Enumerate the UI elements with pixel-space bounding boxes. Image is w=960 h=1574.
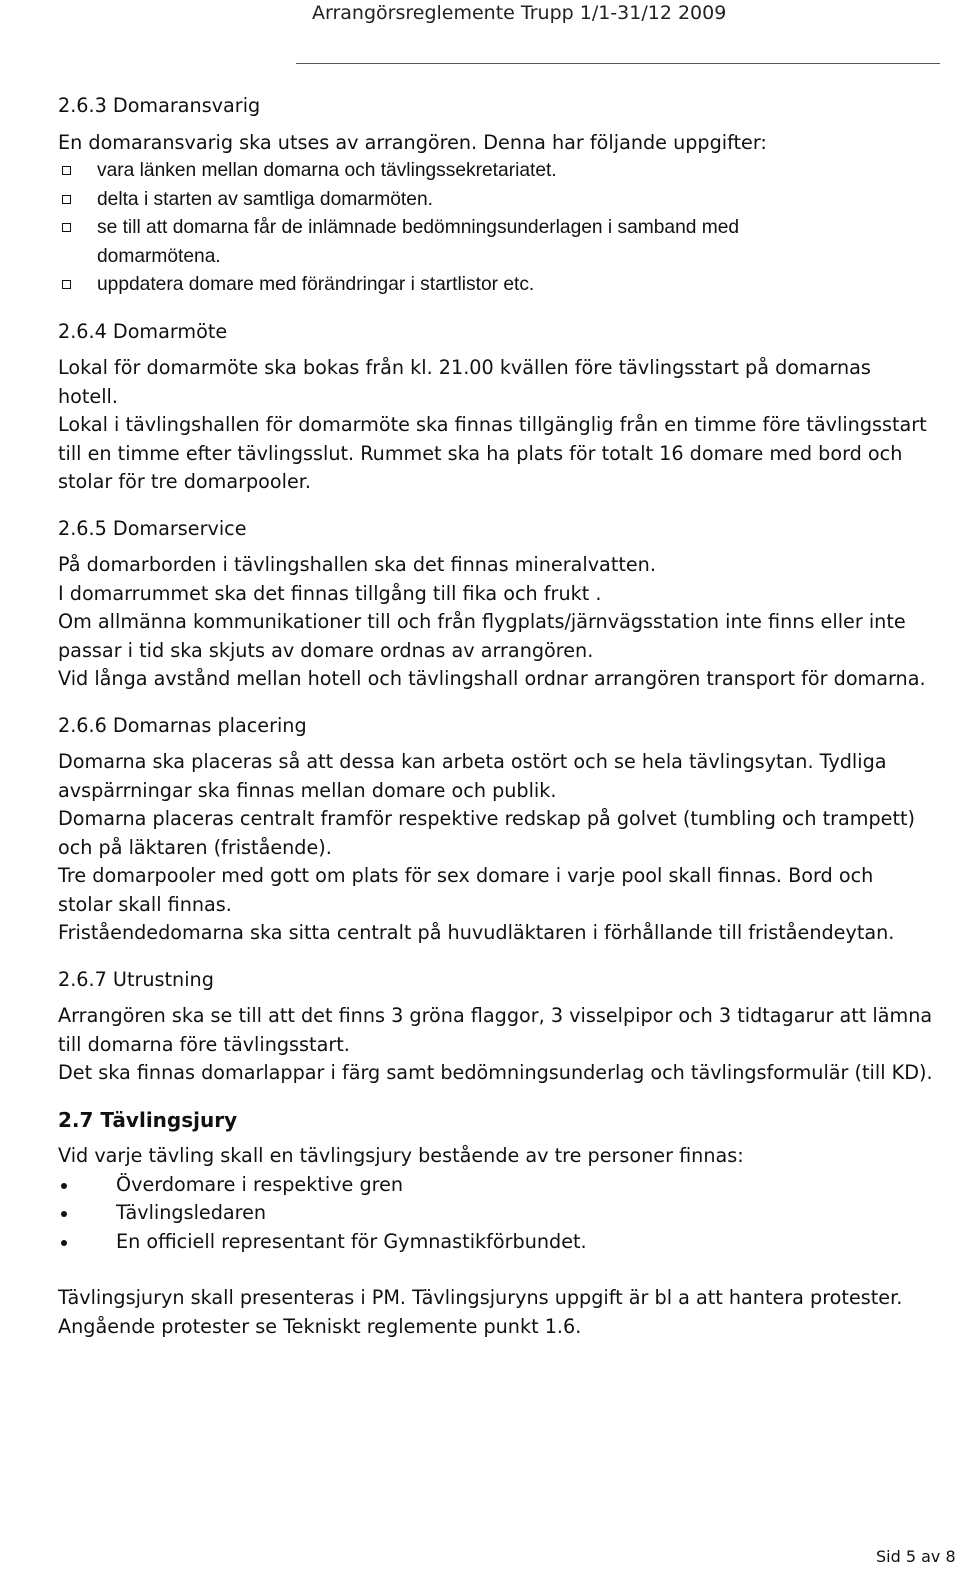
text-line: Domarna ska placeras så att dessa kan arbeta ostört och se hela tävlingsytan. Tydliga <box>58 750 887 773</box>
list-item: uppdatera domare med förändringar i startlistor etc. <box>40 271 948 300</box>
checkbox-bullet-icon <box>62 166 71 175</box>
section-2-6-3 <box>58 92 948 300</box>
section-heading: 2.6.5 Domarservice <box>58 516 247 540</box>
text-line: och på läktaren (fristående). <box>58 835 332 859</box>
bullet-icon <box>61 1240 67 1246</box>
list-item: Överdomare i respektive gren <box>58 1171 948 1200</box>
section-2-6-5 <box>58 515 948 694</box>
section-heading: 2.6.7 Utrustning <box>58 967 214 991</box>
text-line: stolar skall finnas. <box>58 892 232 916</box>
list-item: En officiell representant för Gymnastikförbundet. <box>58 1228 948 1257</box>
section-heading: 2.6.3 Domaransvarig <box>58 94 261 117</box>
text-line: Tre domarpooler med gott om plats för sex domare i varje pool skall finnas. Bord och <box>58 864 874 887</box>
text-line: avspärrningar ska finnas mellan domare och publik. <box>58 778 557 802</box>
paragraph: En domaransvarig ska utses av arrangören. Denna har följande uppgifter: <box>58 130 767 154</box>
section-2-7 <box>58 1106 948 1342</box>
text-line: till en timme efter tävlingsslut. Rummet ska ha plats för totalt 16 domare med bord och <box>58 441 903 465</box>
section-2-6-4 <box>58 318 948 497</box>
list-item: Tävlingsledaren <box>58 1199 948 1228</box>
task-list <box>58 157 948 300</box>
list-item: vara länken mellan domarna och tävlingssekretariatet. <box>40 157 948 186</box>
text-line: hotell. <box>58 384 118 408</box>
list-item: se till att domarna får de inlämnade bedömningsunderlagen i samband med domarmötena. <box>40 214 948 271</box>
text-line: Vid långa avstånd mellan hotell och tävlingshall ordnar arrangören transport för domarna. <box>58 667 926 690</box>
text-line: Tävlingsjuryn skall presenteras i PM. Tävlingsjuryns uppgift är bl a att hantera protester. <box>58 1286 903 1309</box>
section-2-6-6 <box>58 712 948 948</box>
page-number: Sid 5 av 8 <box>876 1547 956 1566</box>
chapter-heading: 2.7 Tävlingsjury <box>58 1107 238 1132</box>
bullet-icon <box>61 1211 67 1217</box>
text-line: Arrangören ska se till att det finns 3 gröna flaggor, 3 visselpipor och 3 tidtagarur att lämna <box>58 1004 933 1027</box>
text-line: passar i tid ska skjuts av domare ordnas av arrangören. <box>58 638 594 662</box>
header-divider <box>296 63 940 64</box>
text-line: Domarna placeras centralt framför respektive redskap på golvet (tumbling och trampett) <box>58 807 915 830</box>
bullet-icon <box>61 1183 67 1189</box>
text-line: Det ska finnas domarlappar i färg samt bedömningsunderlag och tävlingsformulär (till KD). <box>58 1061 933 1084</box>
checkbox-bullet-icon <box>62 223 71 232</box>
page-header <box>0 0 960 36</box>
checkbox-bullet-icon <box>62 195 71 204</box>
text-line: På domarborden i tävlingshallen ska det finnas mineralvatten. <box>58 553 656 576</box>
checkbox-bullet-icon <box>62 280 71 289</box>
document-title: Arrangörsreglemente Trupp 1/1-31/12 2009 <box>312 2 727 24</box>
paragraph: Vid varje tävling skall en tävlingsjury bestående av tre personer finnas: <box>58 1144 744 1167</box>
text-line: Friståendedomarna ska sitta centralt på huvudläktaren i förhållande till friståendeytan. <box>58 921 895 944</box>
document-body <box>58 92 948 1341</box>
section-heading: 2.6.4 Domarmöte <box>58 319 228 343</box>
text-line: Om allmänna kommunikationer till och från flygplats/järnvägsstation inte finns eller inte <box>58 610 906 633</box>
text-line: Lokal för domarmöte ska bokas från kl. 21.00 kvällen före tävlingsstart på domarnas <box>58 356 871 379</box>
jury-list <box>58 1171 948 1257</box>
text-line: Lokal i tävlingshallen för domarmöte ska finnas tillgänglig från en timme före tävlingsstart <box>58 413 927 436</box>
text-line: stolar för tre domarpooler. <box>58 470 311 493</box>
text-line: till domarna före tävlingsstart. <box>58 1032 350 1056</box>
text-line: I domarrummet ska det finnas tillgång till fika och frukt . <box>58 581 602 605</box>
text-line: Angående protester se Tekniskt reglemente punkt 1.6. <box>58 1314 582 1338</box>
section-heading: 2.6.6 Domarnas placering <box>58 713 307 737</box>
list-item: delta i starten av samtliga domarmöten. <box>40 186 948 215</box>
section-2-6-7 <box>58 966 948 1088</box>
